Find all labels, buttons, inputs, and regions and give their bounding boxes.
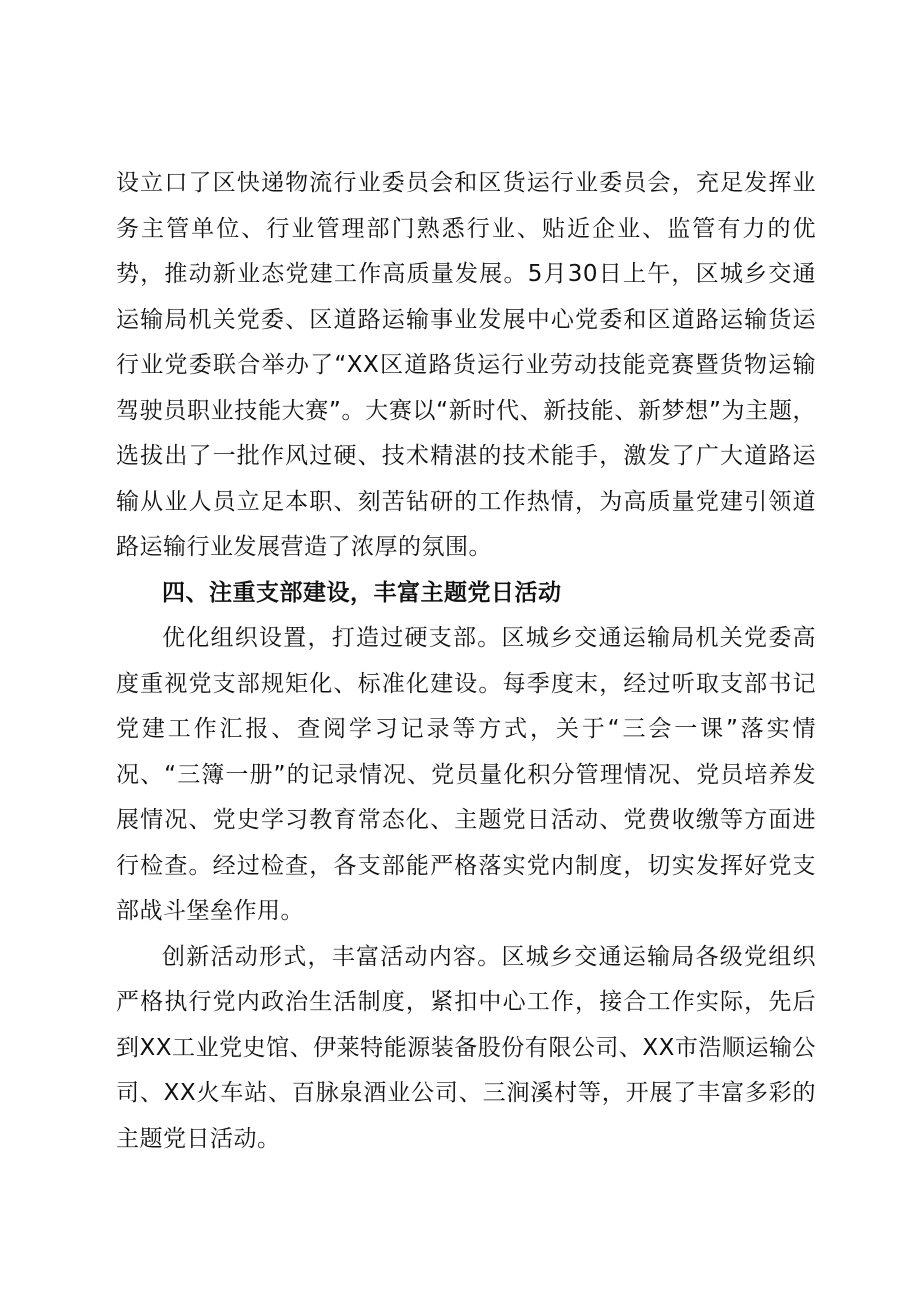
section-heading: 四、注重支部建设，丰富主题党日活动	[162, 579, 562, 606]
paragraph-branch-construction: 优化组织设置，打造过硬支部。区城乡交通运输局机关党委高度重视党支部规矩化、标准化建设。每季度末，经过听取支部书记党建工作汇报、查阅学习记录等方式，关于“三会一课”落实情况、“三簿一册”的记录情况、党员量化积分管理情况、党员培养发展情况、党史学习教育常态化、主题党日活动、党费收缴等方面进行检查。经过检查，各支部能严格落实党内制度，切实发挥好党支部战斗堡垒作用。	[116, 625, 816, 924]
document-body	[116, 161, 816, 1162]
paragraph-continuation: 设立口了区快递物流行业委员会和区货运行业委员会，充足发挥业务主管单位、行业管理部门熟悉行业、贴近企业、监管有力的优势，推动新业态党建工作高质量发展。5月30日上午，区城乡交通运输局机关党委、区道路运输事业发展中心党委和区道路运输货运行业党委联合举办了“XX区道路货运行业劳动技能竞赛暨货物运输驾驶员职业技能大赛”。大赛以“新时代、新技能、新梦想”为主题，选拔出了一批作风过硬、技术精湛的技术能手，激发了广大道路运输从业人员立足本职、刻苦钻研的工作热情，为高质量党建引领道路运输行业发展营造了浓厚的氛围。	[116, 170, 816, 560]
paragraph-activities: 创新活动形式，丰富活动内容。区城乡交通运输局各级党组织严格执行党内政治生活制度，紧扣中心工作，接合工作实际，先后到XX工业党史馆、伊莱特能源装备股份有限公司、XX市浩顺运输公司、XX火车站、百脉泉酒业公司、三涧溪村等，开展了丰富多彩的主题党日活动。	[116, 943, 816, 1152]
